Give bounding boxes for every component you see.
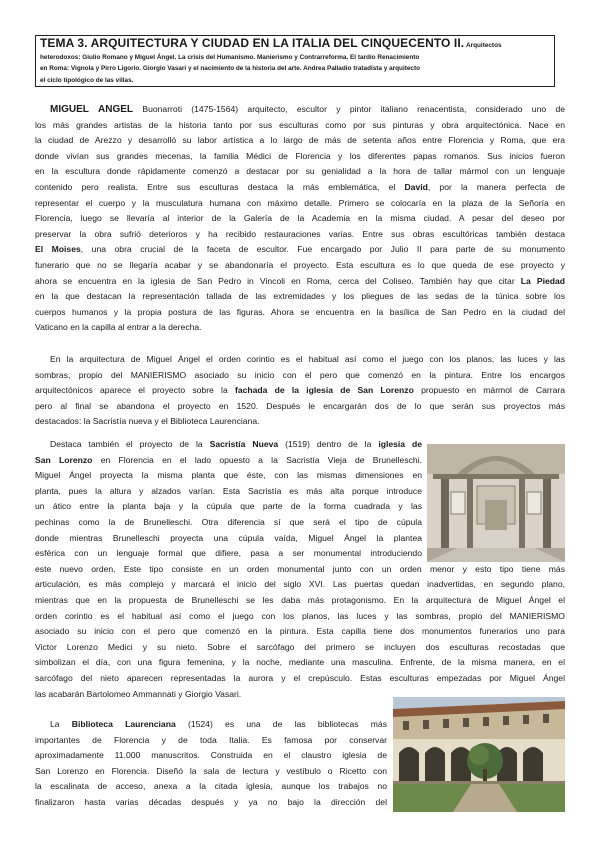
topic-title: TEMA 3. ARQUITECTURA Y CIUDAD EN LA ITALIA DEL CINQUECENTO II. (40, 38, 465, 50)
lead-name: MIGUEL ANGEL (50, 104, 134, 115)
text-line: importantes de Florencia y de toda Italia. Es famosa por conservar (35, 734, 387, 745)
text-line: destacados: la Sacristía nueva y el Biblioteca Laurenciana. (35, 416, 260, 427)
header-line-1-tail: Arquitectos (466, 42, 502, 49)
text-line: asociado su inicio con el pero que comenzó en la pintura. Esta capilla tiene dos monumentos funerarios uno para (35, 626, 565, 637)
bold-term-san-lorenzo: San Lorenzo (35, 454, 93, 465)
text-span: Buonarroti (1475-1564) arquitecto, escultor y pintor italiano renacentista, considerado uno de (142, 104, 565, 114)
text-line: representar el cuerpo y la musculatura humana con máximo detalle. Primero se colocaría en la plaza de la Señoría en (35, 197, 565, 208)
paragraph-sacristia-nueva (35, 437, 565, 702)
text-line: pechinas como la de Brunelleschi. Otra diferencia sí que será el tipo de cúpula (35, 516, 422, 527)
text-line: sarcófago del nieto aparecen representadas la aurora y el crepúsculo. Estas esculturas empezadas por Miguel Ángel (35, 672, 565, 683)
text-span: propuesto en mármol de Carrara (421, 385, 565, 396)
topic-header-box (35, 35, 555, 87)
text-line (35, 180, 565, 196)
text-line: un ático entre la planta baja y la cúpula que parte de la forma cuadrada y las (35, 501, 422, 512)
bold-term-moises: El Moises (35, 244, 81, 255)
text-line (35, 383, 565, 399)
text-line (35, 453, 422, 469)
text-line: en la escultura donde rápidamente comenzó a destacar por su genialidad a la hora de tallar mármol con un lenguaje (35, 166, 565, 177)
text-line: planta, pues la altura y alzados varían. Esta Sacristía es más alta porque introduce (35, 485, 422, 496)
text-span: La (50, 719, 60, 729)
paragraph-miguel-angel (35, 102, 565, 336)
bold-term-david: David (404, 181, 428, 192)
text-line: en la que destacan la representación tallada de las extremidades y los pliegues de las sedas de la túnica sobre los (35, 291, 565, 302)
text-line: sombras, propio del MANIERISMO asociado su inicio con el pero que comenzó en la pintura. Entre los encargos (35, 369, 565, 380)
text-line: articulación, es más complejo y marcará el inicio del siglo XVI. Las puertas quedan inadvertidas, en segundo plano, (35, 579, 565, 590)
text-line: funerario que no se llegaría acabar y se abandonaría el proyecto. Esta escultura es lo que queda de ese proyecto y (35, 259, 565, 270)
bold-term-iglesia: iglesia de (378, 439, 422, 449)
paragraph-biblioteca-laurenciana (35, 717, 565, 811)
text-line: cuerpos humanos y la propia postura de las figuras. Ahora se encuentra en la basílica de San Pedro en la ciudad del (35, 306, 565, 317)
text-line: Vaticano en la capilla al entrar a la derecha. (35, 322, 202, 333)
text-span: (1524) es una de las bibliotecas más (187, 719, 387, 729)
bold-term-biblioteca: Biblioteca Laurenciana (71, 719, 176, 729)
paragraph-arquitectura (35, 352, 565, 430)
header-line-4: el ciclo tipológico de las villas. (40, 76, 134, 84)
text-span: , por la manera perfecta de (427, 181, 565, 192)
text-line: Florencia, luego se llevaría al interior de la Galería de la Academia en la misma ciudad. A pesar del deseo por (35, 213, 565, 224)
bold-term-fachada: fachada de la iglesia de San Lorenzo (234, 385, 414, 396)
text-span: (1519) dentro de la (285, 439, 372, 449)
text-line: aproximadamente 11.000 manuscritos. Construida en el claustro iglesia de (35, 750, 387, 761)
bold-term-sacristia: Sacristía Nueva (209, 439, 279, 449)
text-span: arquitectónicos aparece el proyecto sobre la (35, 385, 228, 396)
text-line: San Lorenzo en Florencia. Diseñó la sala de lectura y vestíbulo o Ricetto con (35, 765, 387, 776)
text-line: la ciudad de Arezzo y desarrolló su labor artística a lo largo de más de setenta años entre Florencia y Roma, que era (35, 135, 565, 146)
header-line-2: heterodoxos: Giulio Romano y Miguel Ángel. La crisis del Humanismo. Manierismo y Contrarreforma. El tardío Renacimiento (40, 53, 420, 61)
text-line (35, 717, 387, 733)
bold-term-piedad: La Piedad (520, 275, 565, 286)
text-span: en Florencia en el lado opuesto a la Sacristía Vieja de Brunelleschi. (100, 454, 422, 465)
text-line: finalizaron hasta varias décadas después y ya no bajo la dirección del (35, 796, 387, 807)
text-line: pero al final se abandona el proyecto en 1520. Después le encargarán dos de lo que serán sus proyectos más (35, 400, 565, 411)
text-line: En la arquitectura de Miguel Ángel el orden corintio es el habitual así como el juego con los planos, las luces y las (50, 354, 565, 364)
text-span: contenido pero realista. Entre sus esculturas destaca la más emblemática, el (35, 181, 396, 192)
text-line: simbolizan el día, con una figura femenina, y la noche, mediante una masculina. Enfrente, de la misma manera, en el (35, 657, 565, 668)
text-line: Victor Lorenzo Medici y su nieto. Sobre el sarcófago del primero se incluyen dos esculturas recostadas que (35, 641, 565, 652)
text-line (35, 274, 565, 290)
text-span: , una obra crucial de la faceta de escultor. Fue encargado por Julio II para parte de su monumento (80, 244, 565, 255)
text-span: Destaca también el proyecto de la (50, 439, 203, 449)
text-line (35, 102, 565, 118)
text-line: Miguel Ángel proyecta la misma planta que éste, con las mismas dimensiones en (35, 470, 422, 481)
text-line: orden corintio es el habitual así como el juego con los planos, las luces y las sombras, propio del MANIERISMO (35, 610, 565, 621)
text-line (35, 242, 565, 258)
text-line: esférica con un lenguaje formal que difiere, pasa a ser monumental introduciendo (35, 548, 422, 559)
text-line: mientras que en la propuesta de Brunelleschi se les daba más protagonismo. En la arquitectura de Miguel Ángel el (35, 594, 565, 605)
text-line: donde vivían sus grandes mecenas, la familia Médici de Florencia y los diferentes papas romanos. Sus inicios fueron (35, 150, 565, 161)
text-line: donde mientras Brunelleschi proyecta una cúpula vaída, Miguel Ángel la plantea (35, 532, 422, 543)
text-line (35, 437, 422, 453)
text-line: la escalinata de acceso, anexa a la citada iglesia, aunque los trabajos no (35, 781, 387, 792)
text-span: ahora se encuentra en la iglesia de San Pedro in Vincoli en Roma, cerca del Coliseo. También hay que citar (35, 275, 515, 286)
text-line: las acabarán Bartolomeo Ammannati y Giorgio Vasari. (35, 688, 242, 699)
text-line: preservar la obra sufrió deterioros y ha recibido restauraciones varias. Entre sus obras escultóricas también destaca (35, 228, 565, 239)
text-line: este nuevo orden. Este tipo consiste en un orden monumental junto con un orden menor y esto tipo tiene más (35, 563, 565, 574)
text-line: los más grandes artistas de la historia tanto por sus esculturas como por sus pinturas y obra arquitectónica. Nace en (35, 119, 565, 130)
header-line-3: en Roma: Vignola y Pirro Ligorio. Giorgio Vasari y el nacimiento de la historia del arte. Andrea Palladio tratadista y arquitecto (40, 65, 420, 72)
header-line-1 (40, 38, 550, 52)
